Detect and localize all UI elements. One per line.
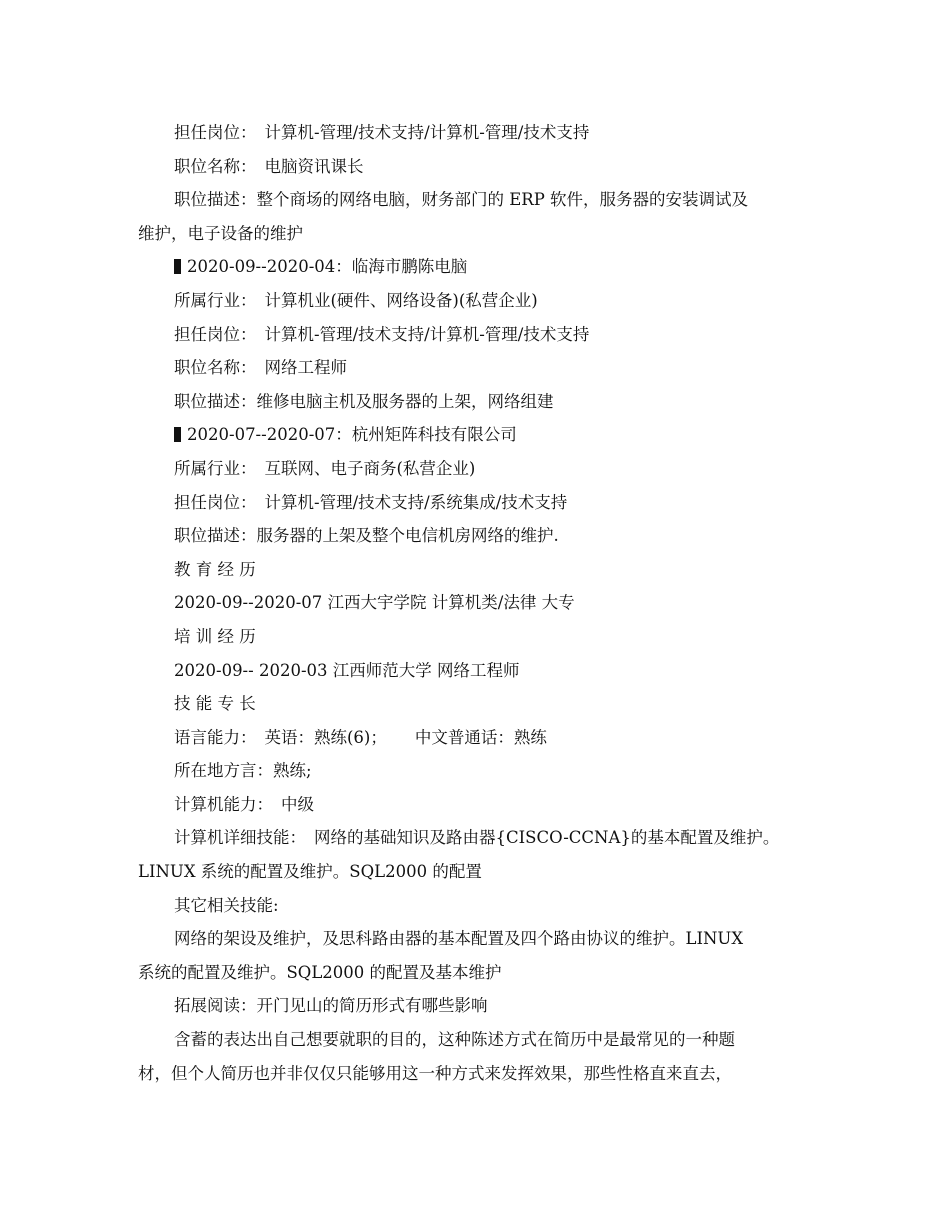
paragraph-continuation xyxy=(138,1057,818,1091)
bullet-marker-icon xyxy=(174,259,181,274)
language-ability-line xyxy=(138,721,818,755)
job-position-label: 担任岗位： xyxy=(174,324,257,344)
employment-entry-title: 2020-07--2020-07：杭州矩阵科技有限公司 xyxy=(187,425,517,445)
industry-label: 所属行业： xyxy=(174,458,257,478)
industry-label: 所属行业： xyxy=(174,290,257,310)
job-description-continuation xyxy=(138,217,818,251)
other-skills-label: 其它相关技能: xyxy=(174,895,279,915)
education-entry-text: 2020-09--2020-07 江西大宇学院 计算机类/法律 大专 xyxy=(174,593,575,613)
industry-value: 计算机业(硬件、网络设备)(私营企业) xyxy=(264,290,538,310)
job-position-value: 计算机-管理/技术支持/计算机-管理/技术支持 xyxy=(264,123,590,142)
industry-line xyxy=(138,284,818,318)
job-description-text: 职位描述：维修电脑主机及服务器的上架，网络组建 xyxy=(174,391,554,411)
job-position-label: 担任岗位： xyxy=(174,492,257,512)
dialect-line xyxy=(138,754,818,788)
job-position-value: 计算机-管理/技术支持/系统集成/技术支持 xyxy=(264,492,568,512)
job-description-line xyxy=(138,183,818,217)
section-heading-text: 培 训 经 历 xyxy=(174,626,256,646)
job-position-line xyxy=(138,318,818,352)
extended-reading-line xyxy=(138,989,818,1023)
education-entry xyxy=(138,586,818,620)
other-skills-line xyxy=(138,922,818,956)
job-description-text: 职位描述：服务器的上架及整个电信机房网络的维护. xyxy=(174,526,559,546)
computer-skills-value: 网络的基础知识及路由器{CISCO-CCNA}的基本配置及维护。 xyxy=(314,828,780,848)
other-skills-cont-text: 系统的配置及维护。SQL2000 的配置及基本维护 xyxy=(138,962,502,982)
computer-ability-label: 计算机能力： xyxy=(174,794,273,814)
job-position-line xyxy=(138,116,818,150)
job-description-line xyxy=(138,385,818,419)
other-skills-continuation xyxy=(138,956,818,990)
job-position-line xyxy=(138,486,818,520)
paragraph-line xyxy=(138,1023,818,1057)
document-body xyxy=(138,116,818,1090)
bullet-marker-icon xyxy=(174,427,181,442)
section-heading-text: 技 能 专 长 xyxy=(174,694,256,714)
computer-ability-line xyxy=(138,788,818,822)
other-skills-text: 网络的架设及维护，及思科路由器的基本配置及四个路由协议的维护。LINUX xyxy=(174,929,744,949)
computer-ability-value: 中级 xyxy=(281,794,314,814)
language-ability-label: 语言能力： xyxy=(174,727,257,747)
training-entry-text: 2020-09-- 2020-03 江西师范大学 网络工程师 xyxy=(174,660,520,680)
job-position-value: 计算机-管理/技术支持/计算机-管理/技术支持 xyxy=(264,324,590,344)
job-title-line xyxy=(138,150,818,184)
industry-value: 互联网、电子商务(私营企业) xyxy=(264,458,476,478)
paragraph-cont-text: 材，但个人简历也并非仅仅只能够用这一种方式来发挥效果，那些性格直来直去， xyxy=(138,1063,732,1083)
computer-skills-label: 计算机详细技能： xyxy=(174,828,306,848)
job-position-label: 担任岗位： xyxy=(174,123,257,142)
job-title-line xyxy=(138,351,818,385)
language-english-value: 英语：熟练(6)； xyxy=(264,727,387,747)
job-title-value: 网络工程师 xyxy=(264,358,347,378)
job-title-label: 职位名称： xyxy=(174,156,257,176)
section-heading-education xyxy=(138,553,818,587)
employment-entry-title: 2020-09--2020-04：临海市鹏陈电脑 xyxy=(187,257,468,277)
industry-line xyxy=(138,452,818,486)
employment-entry-header xyxy=(138,250,818,284)
computer-skills-continuation xyxy=(138,855,818,889)
computer-skills-line xyxy=(138,821,818,855)
section-heading-training xyxy=(138,620,818,654)
job-title-label: 职位名称： xyxy=(174,358,257,378)
language-mandarin-value: 中文普通话：熟练 xyxy=(414,727,547,747)
extended-reading-text: 拓展阅读：开门见山的简历形式有哪些影响 xyxy=(174,996,488,1016)
employment-entry-header xyxy=(138,418,818,452)
section-heading-text: 教 育 经 历 xyxy=(174,559,256,579)
job-description-cont-text: 维护，电子设备的维护 xyxy=(138,223,303,243)
job-description-text: 职位描述：整个商场的网络电脑，财务部门的 ERP 软件，服务器的安装调试及 xyxy=(174,190,749,210)
dialect-text: 所在地方言：熟练; xyxy=(174,761,312,781)
paragraph-text: 含蓄的表达出自己想要就职的目的，这种陈述方式在简历中是最常见的一种题 xyxy=(174,1030,735,1050)
section-heading-skills xyxy=(138,687,818,721)
job-description-line xyxy=(138,519,818,553)
training-entry xyxy=(138,654,818,688)
other-skills-heading xyxy=(138,889,818,923)
job-title-value: 电脑资讯课长 xyxy=(264,156,364,176)
computer-skills-cont-text: LINUX 系统的配置及维护。SQL2000 的配置 xyxy=(138,862,482,882)
